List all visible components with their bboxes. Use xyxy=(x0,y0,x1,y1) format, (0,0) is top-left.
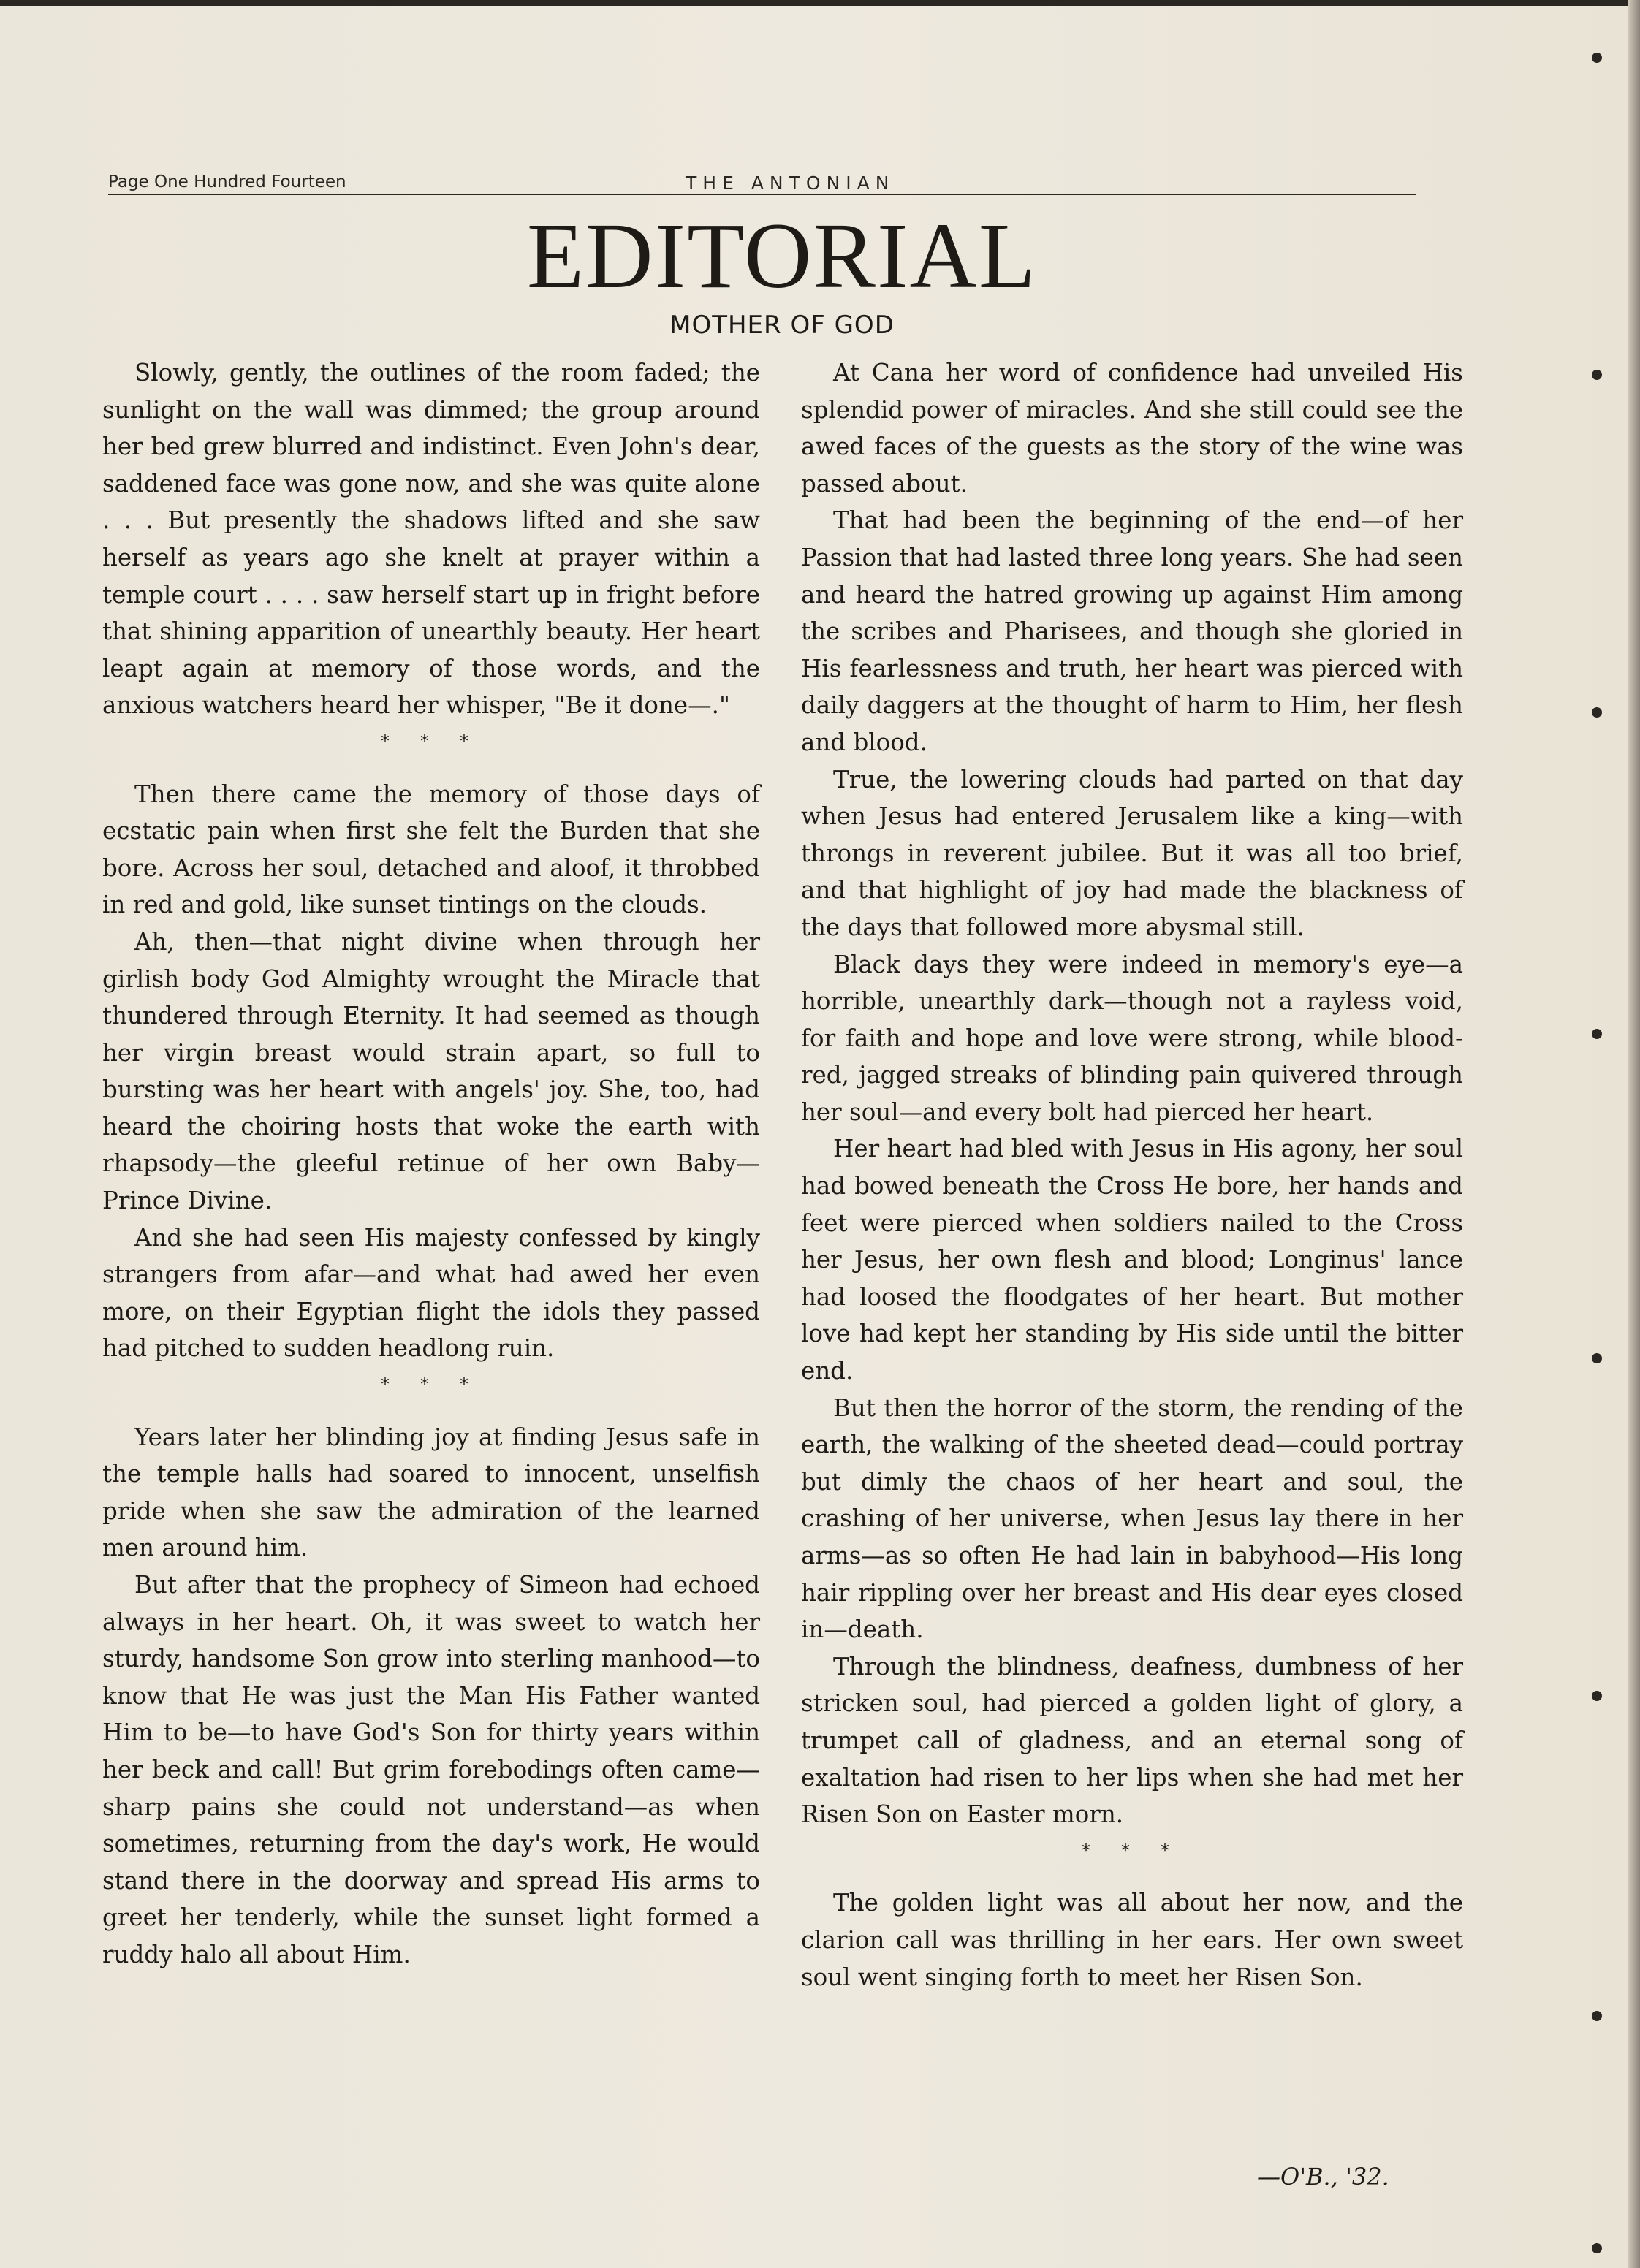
paragraph: The golden light was all about her now, and the clarion call was thrilling in her ears. Her own sweet soul went singing forth to meet her Risen Son. xyxy=(801,1889,1463,1991)
paragraph: And she had seen His majesty confessed by kingly strangers from afar—and what had awed her even more, on their Egyptian flight the idols they passed had pitched to sudden headlong ruin. xyxy=(102,1223,760,1363)
section-divider: * * * xyxy=(381,1376,482,1395)
paragraph: That had been the beginning of the end—of her Passion that had lasted three long years. She had seen and heard the hatred growing up against Him among the scribes and Pharisees, and though she gloried in His fearlessness and truth, her heart was pierced with daily daggers at the thought of harm to Him, her flesh and blood. xyxy=(801,506,1463,756)
header-rule xyxy=(108,194,1416,195)
paragraph: But after that the prophecy of Simeon had echoed always in her heart. Oh, it was sweet to watch her sturdy, handsome Son grow into sterling manhood—to know that He was just the Man His Father wanted Him to be—to have God's Son for thirty years within her beck and call! But grim forebodings often came—sharp pains she could not understand—as when sometimes, returning from the day's work, He would stand there in the doorway and spread His arms to greet her tenderly, while the sunset light formed a ruddy halo all about Him. xyxy=(102,1571,760,1968)
binder-hole-icon xyxy=(1592,1029,1602,1039)
right-column xyxy=(801,354,1463,1995)
binder-hole-icon xyxy=(1592,370,1602,380)
binder-hole-icon xyxy=(1592,1353,1602,1363)
page-title: EDITORIAL xyxy=(526,204,1038,308)
paragraph: Ah, then—that night divine when through her girlish body God Almighty wrought the Miracle that thundered through Eternity. It had seemed as though her virgin breast would strain apart, so full to bursting was her heart with angels' joy. She, too, had heard the choiring hosts that woke the earth with rhapsody—the gleeful retinue of her own Baby—Prince Divine. xyxy=(102,927,760,1215)
left-column xyxy=(102,354,760,1974)
binder-hole-icon xyxy=(1592,2243,1602,2253)
paragraph: Through the blindness, deafness, dumbness of her stricken soul, had pierced a golden light of glory, a trumpet call of gladness, and an eternal song of exaltation had risen to her lips when she had met her Risen Son on Easter morn. xyxy=(801,1652,1463,1829)
binder-hole-icon xyxy=(1592,707,1602,718)
binder-hole-icon xyxy=(1592,2011,1602,2021)
paragraph: Her heart had bled with Jesus in His agony, her soul had bowed beneath the Cross He bore, her hands and feet were pierced when soldiers nailed to the Cross her Jesus, her own flesh and blood; Longinus' lance had loosed the floodgates of her heart. But mother love had kept her standing by His side until the bitter end. xyxy=(801,1135,1463,1385)
paragraph: At Cana her word of confidence had unveiled His splendid power of miracles. And she still could see the awed faces of the guests as the story of the wine was passed about. xyxy=(801,359,1463,498)
paragraph: But then the horror of the storm, the rending of the earth, the walking of the sheeted dead—could portray but dimly the chaos of her heart and soul, the crashing of her universe, when Jesus lay there in her arms—as so often He had lain in babyhood—His long hair rippling over her breast and His dear eyes closed in—death. xyxy=(801,1393,1463,1644)
running-header xyxy=(108,172,1424,196)
binder-hole-icon xyxy=(1592,1691,1602,1701)
paragraph: Years later her blinding joy at finding Jesus safe in the temple halls had soared to innocent, unselfish pride when she saw the admiration of the learned men around him. xyxy=(102,1423,760,1562)
article-title: MOTHER OF GOD xyxy=(669,311,895,340)
journal-name: THE ANTONIAN xyxy=(686,172,895,194)
binder-hole-icon xyxy=(1592,53,1602,63)
section-divider: * * * xyxy=(381,732,482,751)
paragraph: Slowly, gently, the outlines of the room faded; the sunlight on the wall was dimmed; the group around her bed grew blurred and indistinct. Even John's dear, saddened face was gone now, and she was quite alone . . . But presently the shadows lifted and she saw herself as years ago she knelt at prayer within a temple court . . . . saw herself start up in fright before that shining apparition of unearthly beauty. Her heart leapt again at memory of those words, and the anxious watchers heard her whisper, "Be it done—." xyxy=(102,359,760,720)
section-divider: * * * xyxy=(1082,1841,1182,1860)
page-binding-edge xyxy=(1628,0,1640,2268)
page-number-label: Page One Hundred Fourteen xyxy=(108,172,346,191)
paragraph: Black days they were indeed in memory's eye—a horrible, unearthly dark—though not a rayless void, for faith and hope and love were strong, while blood-red, jagged streaks of blinding pain quivered through her soul—and every bolt had pierced her heart. xyxy=(801,950,1463,1126)
author-signature: —O'B., '32. xyxy=(1257,2163,1389,2191)
page-top-edge xyxy=(0,0,1640,6)
paragraph: True, the lowering clouds had parted on that day when Jesus had entered Jerusalem like a king—with throngs in reverent jubilee. But it was all too brief, and that highlight of joy had made the blackness of the days that followed more abysmal still. xyxy=(801,765,1463,941)
paragraph: Then there came the memory of those days of ecstatic pain when first she felt the Burden that she bore. Across her soul, detached and aloof, it throbbed in red and gold, like sunset tintings on the clouds. xyxy=(102,780,760,919)
